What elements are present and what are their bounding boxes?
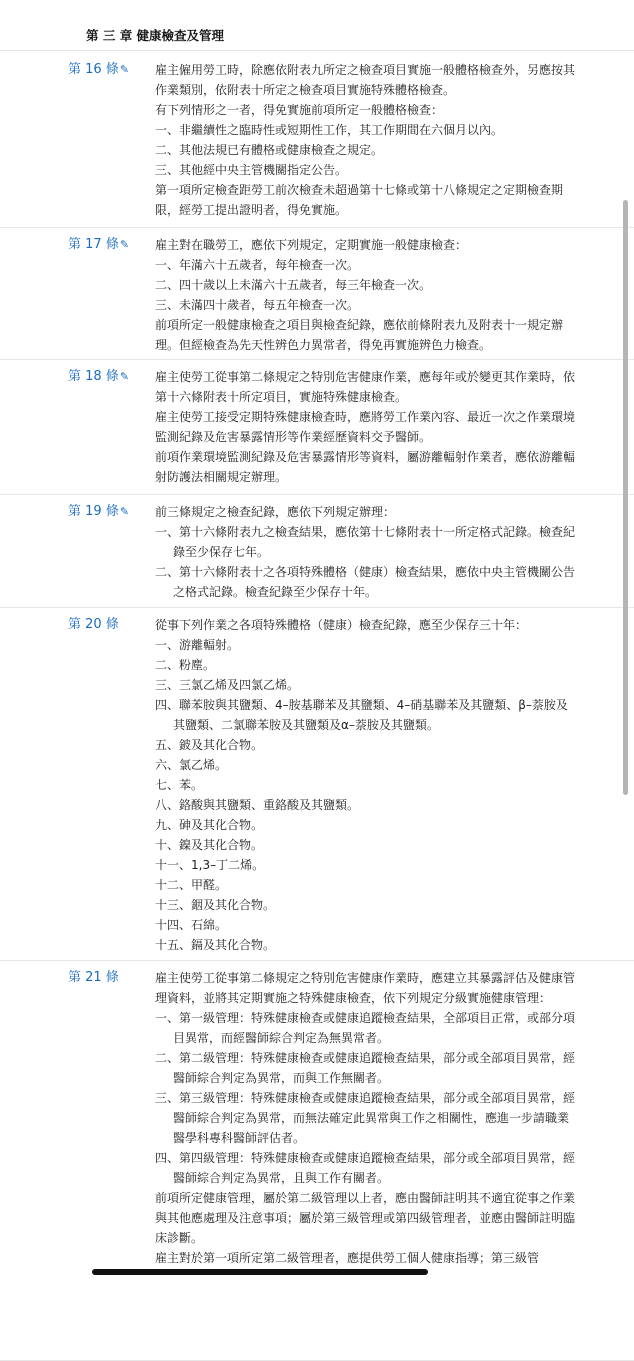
list-item: 十四、石綿。 xyxy=(155,918,228,932)
list-item: 二、其他法規已有體格或健康檢查之規定。 xyxy=(155,143,384,157)
list-item: 八、鉻酸與其鹽類、重鉻酸及其鹽類。 xyxy=(155,798,360,812)
article-body xyxy=(155,60,575,220)
list-item: 一、第十六條附表九之檢查結果，應依第十七條附表十一所定格式記錄。檢查紀錄至少保存七年。 xyxy=(155,525,576,559)
list-item: 十一、1,3–丁二烯。 xyxy=(155,858,265,872)
paragraph: 雇主對在職勞工，應依下列規定，定期實施一般健康檢查： xyxy=(155,238,468,252)
paragraph: 雇主使勞工從事第二條規定之特別危害健康作業時，應建立其暴露評估及健康管理資料，並將其定期實施之特殊健康檢查，依下列規定分級實施健康管理： xyxy=(155,971,576,1005)
article-number[interactable]: 第 19 條 xyxy=(68,504,119,519)
article-21 xyxy=(0,960,634,1361)
pencil-edit-icon[interactable]: ✎ xyxy=(119,505,130,518)
article-number-link[interactable] xyxy=(68,235,129,255)
list-item: 十、鎳及其化合物。 xyxy=(155,838,264,852)
article-number[interactable]: 第 18 條 xyxy=(68,369,119,384)
article-body xyxy=(155,502,575,602)
article-number-link[interactable] xyxy=(68,60,129,80)
list-item: 二、第十六條附表十之各項特殊體格（健康）檢查結果，應依中央主管機關公告之格式記錄。檢查紀錄至少保存十年。 xyxy=(155,565,576,599)
list-item: 四、聯苯胺與其鹽類、4–胺基聯苯及其鹽類、4–硝基聯苯及其鹽類、β–萘胺及其鹽類、二氯聯苯胺及其鹽類及α–萘胺及其鹽類。 xyxy=(155,698,568,732)
paragraph: 前項所定一般健康檢查之項目與檢查紀錄，應依前條附表九及附表十一規定辦理。但經檢查為先天性辨色力異常者，得免再實施辨色力檢查。 xyxy=(155,318,564,352)
article-17 xyxy=(0,227,634,360)
list-item: 二、四十歲以上未滿六十五歲者，每三年檢查一次。 xyxy=(155,278,432,292)
list-item: 七、苯。 xyxy=(155,778,204,792)
article-number[interactable]: 第 16 條 xyxy=(68,62,119,77)
scrollbar[interactable] xyxy=(623,200,628,795)
pencil-edit-icon[interactable]: ✎ xyxy=(119,63,130,76)
list-item: 一、第一級管理：特殊健康檢查或健康追蹤檢查結果，全部項目正常，或部分項目異常，而經醫師綜合判定為無異常者。 xyxy=(155,1011,576,1045)
article-body xyxy=(155,968,575,1268)
paragraph: 前項所定健康管理，屬於第二級管理以上者，應由醫師註明其不適宜從事之作業與其他應處理及注意事項；屬於第三級管理或第四級管理者，並應由醫師註明臨床診斷。 xyxy=(155,1191,576,1245)
paragraph: 有下列情形之一者，得免實施前項所定一般體格檢查： xyxy=(155,103,444,117)
list-item: 四、第四級管理：特殊健康檢查或健康追蹤檢查結果，部分或全部項目異常，經醫師綜合判定為異常，且與工作有關者。 xyxy=(155,1151,576,1185)
article-number[interactable]: 第 20 條 xyxy=(68,617,119,632)
article-19 xyxy=(0,494,634,608)
article-number-link[interactable] xyxy=(68,968,119,988)
paragraph: 雇主使勞工接受定期特殊健康檢查時，應將勞工作業內容、最近一次之作業環境監測紀錄及危害暴露情形等作業經歷資料交予醫師。 xyxy=(155,410,576,444)
list-item: 五、鈹及其化合物。 xyxy=(155,738,264,752)
pencil-edit-icon[interactable]: ✎ xyxy=(119,370,130,383)
list-item: 十三、銦及其化合物。 xyxy=(155,898,276,912)
paragraph: 從事下列作業之各項特殊體格（健康）檢查紀錄，應至少保存三十年： xyxy=(155,618,528,632)
list-item: 一、非繼續性之臨時性或短期性工作，其工作期間在六個月以內。 xyxy=(155,123,504,137)
article-number[interactable]: 第 21 條 xyxy=(68,970,119,985)
chapter-title: 第 三 章 健康檢查及管理 xyxy=(86,28,225,43)
list-item: 一、年滿六十五歲者，每年檢查一次。 xyxy=(155,258,360,272)
article-number[interactable]: 第 17 條 xyxy=(68,237,119,252)
list-item: 三、第三級管理：特殊健康檢查或健康追蹤檢查結果，部分或全部項目異常，經醫師綜合判定為異常，而無法確定此異常與工作之相關性，應進一步請職業醫學科專科醫師評估者。 xyxy=(155,1091,576,1145)
article-body xyxy=(155,235,575,355)
article-16 xyxy=(0,52,634,228)
article-body xyxy=(155,367,575,487)
paragraph: 雇主僱用勞工時，除應依附表九所定之檢查項目實施一般體格檢查外，另應按其作業類別，依附表十所定之檢查項目實施特殊體格檢查。 xyxy=(155,63,576,97)
pencil-edit-icon[interactable]: ✎ xyxy=(119,238,130,251)
paragraph: 前項作業環境監測紀錄及危害暴露情形等資料，屬游離輻射作業者，應依游離輻射防護法相關規定辦理。 xyxy=(155,450,576,484)
article-number-link[interactable] xyxy=(68,615,119,635)
article-number-link[interactable] xyxy=(68,502,129,522)
list-item: 三、未滿四十歲者，每五年檢查一次。 xyxy=(155,298,360,312)
list-item: 三、其他經中央主管機關指定公告。 xyxy=(155,163,348,177)
list-item: 六、氯乙烯。 xyxy=(155,758,228,772)
chapter-header xyxy=(0,0,634,51)
article-number-link[interactable] xyxy=(68,367,129,387)
home-indicator[interactable] xyxy=(92,1269,428,1275)
paragraph: 雇主使勞工從事第二條規定之特別危害健康作業，應每年或於變更其作業時，依第十六條附表十所定項目，實施特殊健康檢查。 xyxy=(155,370,576,404)
list-item: 一、游離輻射。 xyxy=(155,638,240,652)
paragraph: 第一項所定檢查距勞工前次檢查未超過第十七條或第十八條規定之定期檢查期限，經勞工提出證明者，得免實施。 xyxy=(155,183,564,217)
article-18 xyxy=(0,359,634,495)
list-item: 二、第二級管理：特殊健康檢查或健康追蹤檢查結果，部分或全部項目異常，經醫師綜合判定為異常，而與工作無關者。 xyxy=(155,1051,576,1085)
article-20 xyxy=(0,607,634,961)
list-item: 二、粉塵。 xyxy=(155,658,216,672)
list-item: 十二、甲醛。 xyxy=(155,878,228,892)
list-item: 九、砷及其化合物。 xyxy=(155,818,264,832)
list-item: 三、三氯乙烯及四氯乙烯。 xyxy=(155,678,300,692)
article-body xyxy=(155,615,575,955)
paragraph: 前三條規定之檢查紀錄，應依下列規定辦理： xyxy=(155,505,396,519)
list-item: 十五、鎘及其化合物。 xyxy=(155,938,276,952)
paragraph: 雇主對於第一項所定第二級管理者，應提供勞工個人健康指導；第三級管 xyxy=(155,1251,540,1265)
